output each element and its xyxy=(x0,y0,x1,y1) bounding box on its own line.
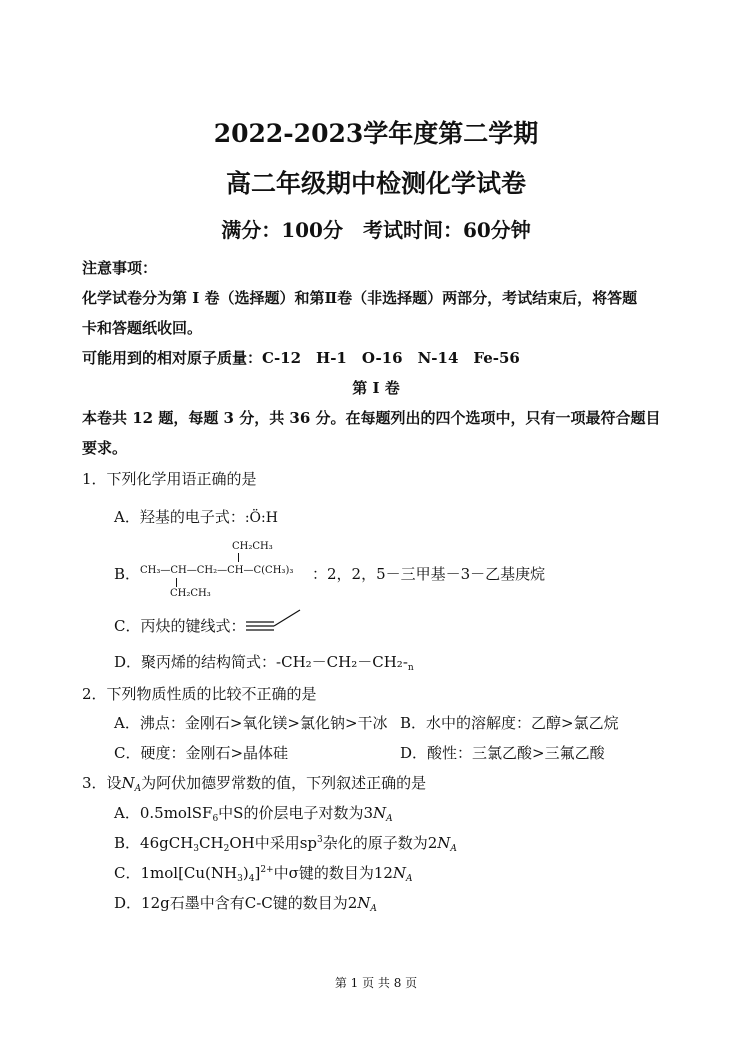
section-desc-1: 本卷共 12 题，每题 3 分，共 36 分。在每题列出的四个选项中，只有一项最符合题目 xyxy=(82,409,661,427)
q3-c-sub: 3 xyxy=(237,874,243,884)
q3-option-a xyxy=(114,802,393,824)
q2-option-a: A．沸点：金刚石>氧化镁>氯化钠>干冰 xyxy=(114,714,388,732)
q1-stem: 1．下列化学用语正确的是 xyxy=(82,470,257,488)
atomic-mass-line: 可能用到的相对原子质量：C-12 H-1 O-16 N-14 Fe-56 xyxy=(82,349,520,367)
notice-heading: 注意事项： xyxy=(82,259,158,277)
q3-b-mid2: OH中采用sp xyxy=(229,834,317,852)
q1-d-label: D．聚丙烯的结构简式： xyxy=(114,653,277,671)
q3-c-post: 中σ键的数目为12 xyxy=(273,864,393,882)
section-desc-2: 要求。 xyxy=(82,439,128,457)
q3-d-na-sub: A xyxy=(370,904,377,914)
q1-b-bottom-branch: CH₂CH₃ xyxy=(170,588,211,599)
q3-c-na: N xyxy=(392,864,407,882)
q3-b-sub2: 2 xyxy=(223,844,230,854)
q1-b-name: ：2，2，5－三甲基－3－乙基庚烷 xyxy=(312,565,546,583)
score-time: 满分：100分 考试时间：60分钟 xyxy=(221,218,531,242)
q3-a-mid: 中S的价层电子对数为3 xyxy=(218,804,373,822)
q1-option-d xyxy=(114,651,414,673)
q3-a-sub: 6 xyxy=(212,814,219,824)
q3-a-na: N xyxy=(373,804,387,822)
q3-stem xyxy=(82,772,426,794)
title-exam: 高二年级期中检测化学试卷 xyxy=(225,169,526,198)
q3-d-pre: D．12g石墨中含有C-C键的数目为2 xyxy=(114,894,358,912)
q3-c-pre: C．1mol[Cu(NH xyxy=(114,864,238,882)
q3-a-na-sub: A xyxy=(386,814,393,824)
q3-stem-pre: 3．设 xyxy=(82,774,122,792)
page-number: 第 1 页 共 8 页 xyxy=(334,976,418,990)
q3-c-na-sub: A xyxy=(406,874,413,884)
q3-stem-post: 为阿伏加德罗常数的值，下列叙述正确的是 xyxy=(141,774,427,792)
q1-b-main-chain: CH₃—CH—CH₂—CH—C(CH₃)₃ xyxy=(140,565,294,576)
q1-option-a xyxy=(114,506,278,527)
q2-option-b: B．水中的溶解度：乙醇>氯乙烷 xyxy=(400,714,619,732)
q1-b-top-branch: CH₂CH₃ xyxy=(232,541,273,552)
q3-b-sub1: 3 xyxy=(193,844,200,854)
q1-d-formula: -CH₂－CH₂－CH₂- xyxy=(276,653,408,671)
q1-b-bond-down xyxy=(176,578,177,587)
q3-d-na: N xyxy=(357,894,371,912)
q1-b-bond-up xyxy=(238,553,239,562)
q1-option-c: C．丙炔的键线式： xyxy=(114,617,246,635)
q3-b-pre: B．46gCH xyxy=(114,834,194,852)
q3-na-sub: A xyxy=(134,784,142,794)
notice-line-1: 化学试卷分为第 I 卷（选择题）和第Ⅱ卷（非选择题）两部分，考试结束后，将答题 xyxy=(82,289,638,307)
section-name: 第 I 卷 xyxy=(352,379,400,397)
q1-a-formula: :Ö:H xyxy=(244,510,278,526)
q1-a-label: A．羟基的电子式： xyxy=(114,508,245,526)
q3-b-post: 杂化的原子数为2 xyxy=(322,834,438,852)
q3-b-mid1: CH xyxy=(199,834,224,852)
title-year: 2022-2023学年度第二学期 xyxy=(213,119,539,148)
q2-option-c: C．硬度：金刚石>晶体硅 xyxy=(114,744,289,762)
q3-option-d xyxy=(114,892,377,914)
q3-option-c: C．$1mol[Cu(NH_3)_4]^{2+}$中σ键的数目为$12N_A$ xyxy=(114,864,413,884)
q3-c-sub2: 4 xyxy=(248,874,255,884)
q3-option-b xyxy=(114,832,457,854)
q3-a-pre: A．0.5molSF xyxy=(114,804,213,822)
q3-b-na-sub: A xyxy=(450,844,457,854)
q3-b-sup: 3 xyxy=(317,835,323,845)
q2-stem: 2．下列物质性质的比较不正确的是 xyxy=(82,685,317,703)
q1-d-n: n xyxy=(407,663,414,673)
propyne-skeletal-icon xyxy=(244,606,304,634)
notice-line-2: 卡和答题纸收回。 xyxy=(82,319,203,337)
q1-option-b-label: B． xyxy=(114,565,141,583)
q3-na: N xyxy=(121,774,135,792)
q3-b-na: N xyxy=(437,834,451,852)
q2-option-d: D．酸性：三氯乙酸>三氟乙酸 xyxy=(400,744,605,762)
q3-c-sup: 2+ xyxy=(260,865,274,875)
q3-c-mid: ) xyxy=(242,864,249,882)
